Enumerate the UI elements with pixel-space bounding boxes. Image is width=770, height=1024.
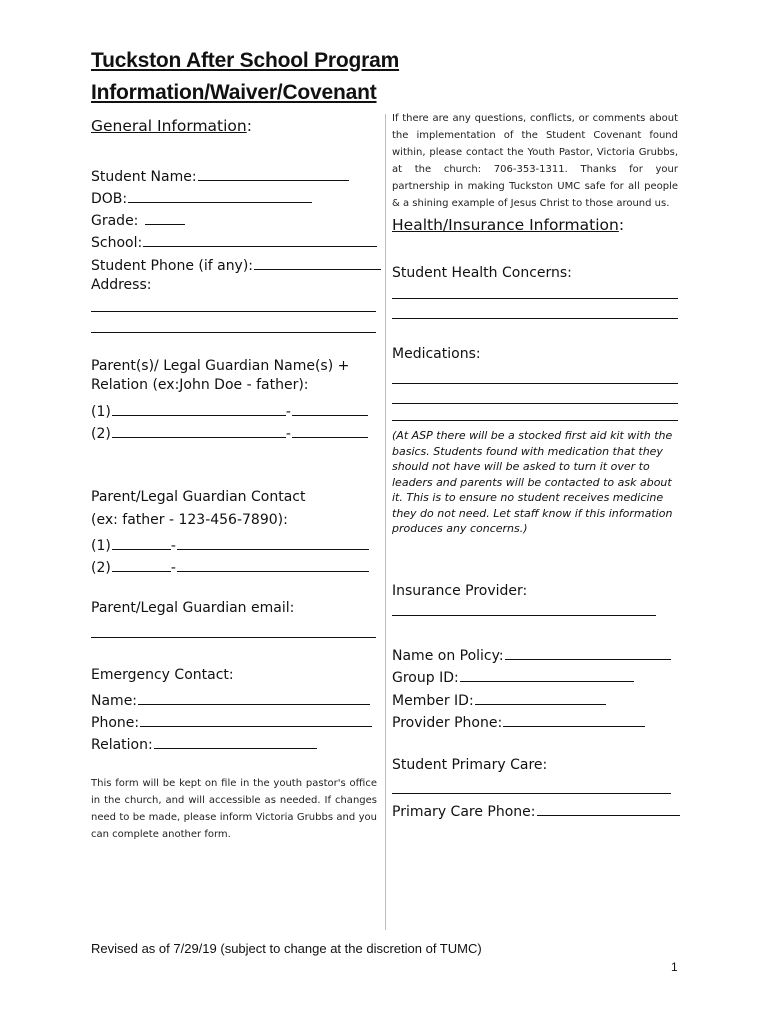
guardian-contact-label-1: Parent/Legal Guardian Contact (91, 489, 306, 505)
provider-phone-label: Provider Phone: (392, 715, 503, 731)
medications-blank-3[interactable] (392, 420, 678, 421)
guardian-name-row-2[interactable]: (2) - (91, 423, 368, 442)
student-phone-blank[interactable] (254, 255, 381, 270)
guardian-name-row-1[interactable]: (1) - (91, 401, 368, 420)
grade-label: Grade: (91, 213, 139, 229)
emergency-contact-label: Emergency Contact: (91, 667, 234, 683)
student-name-label: Student Name: (91, 169, 197, 185)
guardian-name-2-blank[interactable] (112, 423, 286, 438)
page-number: 1 (671, 960, 678, 974)
dob-label: DOB: (91, 191, 128, 207)
address-blank-line-2[interactable] (91, 332, 376, 333)
insurance-provider-label: Insurance Provider: (392, 583, 528, 599)
member-id-blank[interactable] (475, 690, 606, 705)
guardian-names-label-2: Relation (ex:John Doe - father): (91, 377, 309, 393)
school-blank[interactable] (143, 232, 377, 247)
grade-field[interactable] (91, 210, 185, 229)
guardian-contact-2-phone-blank[interactable] (177, 557, 369, 572)
guardian-email-label: Parent/Legal Guardian email: (91, 600, 295, 616)
guardian-contact-1-relation-blank[interactable] (112, 535, 171, 550)
form-title-line-2: Information/Waiver/Covenant (91, 81, 377, 104)
provider-phone-blank[interactable] (503, 712, 645, 727)
primary-care-label: Student Primary Care: (392, 757, 548, 773)
column-divider (385, 114, 386, 930)
dob-field[interactable] (91, 188, 312, 207)
student-phone-field[interactable] (91, 255, 381, 274)
guardian-contact-2-relation-blank[interactable] (112, 557, 171, 572)
health-concerns-blank-1[interactable] (392, 298, 678, 299)
school-field[interactable] (91, 232, 377, 251)
file-note: This form will be kept on file in the youth pastor's office in the church, and will accessible as needed. If changes need to be made, please inform Victoria Grubbs and you can complete another form. (91, 778, 377, 840)
student-name-blank[interactable] (198, 166, 349, 181)
emergency-name-label: Name: (91, 693, 138, 709)
address-blank-line-1[interactable] (91, 311, 376, 312)
name-on-policy-label: Name on Policy: (392, 648, 504, 664)
medications-blank-1[interactable] (392, 383, 678, 384)
provider-phone-field[interactable] (392, 712, 645, 731)
emergency-name-blank[interactable] (138, 690, 370, 705)
emergency-name-field[interactable] (91, 690, 370, 709)
insurance-provider-blank[interactable] (392, 615, 656, 616)
emergency-relation-blank[interactable] (154, 734, 317, 749)
guardian-contact-1-phone-blank[interactable] (177, 535, 369, 550)
emergency-phone-label: Phone: (91, 715, 140, 731)
general-information-heading: General Information: (91, 117, 252, 135)
guardian-names-label-1: Parent(s)/ Legal Guardian Name(s) + (91, 358, 350, 374)
health-insurance-heading: Health/Insurance Information: (392, 216, 625, 234)
primary-care-phone-label: Primary Care Phone: (392, 804, 536, 820)
emergency-phone-blank[interactable] (140, 712, 372, 727)
address-label: Address: (91, 277, 152, 293)
student-name-field[interactable] (91, 166, 349, 185)
form-title-line-1: Tuckston After School Program (91, 49, 400, 72)
contact-note: If there are any questions, conflicts, or comments about the implementation of the Student Covenant found within, please contact the Youth Pastor, Victoria Grubbs, at the church: 706-353-1311. Thanks for your partnership in making Tuckston UMC safe for all people & a shining example of Jesus Christ to those around us. (392, 113, 678, 209)
asp-medication-note: (At ASP there will be a stocked first aid kit with the basics. Students found with medication that they should not have will be asked to turn it over to leaders and parents will be contacted to ask about it. This is to ensure no student receives medicine they do not need. Let staff know if this information produces any concerns.) (392, 429, 673, 535)
guardian-contact-row-2[interactable]: (2) - (91, 557, 369, 576)
primary-care-phone-blank[interactable] (537, 801, 680, 816)
health-concerns-label: Student Health Concerns: (392, 265, 572, 281)
medications-blank-2[interactable] (392, 403, 678, 404)
group-id-label: Group ID: (392, 670, 459, 686)
emergency-phone-field[interactable] (91, 712, 372, 731)
guardian-relation-2-blank[interactable] (292, 423, 368, 438)
emergency-relation-field[interactable] (91, 734, 317, 753)
primary-care-phone-field[interactable] (392, 801, 680, 820)
health-concerns-blank-2[interactable] (392, 318, 678, 319)
primary-care-blank[interactable] (392, 793, 671, 794)
member-id-label: Member ID: (392, 693, 474, 709)
school-label: School: (91, 235, 143, 251)
name-on-policy-field[interactable] (392, 645, 671, 664)
dob-blank[interactable] (128, 188, 312, 203)
revision-footer: Revised as of 7/29/19 (subject to change at the discretion of TUMC) (91, 941, 482, 956)
guardian-relation-1-blank[interactable] (292, 401, 368, 416)
student-phone-label: Student Phone (if any): (91, 258, 254, 274)
guardian-contact-row-1[interactable]: (1) - (91, 535, 369, 554)
group-id-field[interactable] (392, 667, 634, 686)
medications-label: Medications: (392, 346, 481, 362)
emergency-relation-label: Relation: (91, 737, 153, 753)
guardian-name-1-blank[interactable] (112, 401, 286, 416)
guardian-email-blank[interactable] (91, 637, 376, 638)
group-id-blank[interactable] (460, 667, 634, 682)
name-on-policy-blank[interactable] (505, 645, 671, 660)
member-id-field[interactable] (392, 690, 606, 709)
guardian-contact-label-2: (ex: father - 123-456-7890): (91, 512, 288, 528)
grade-blank[interactable] (145, 210, 185, 225)
